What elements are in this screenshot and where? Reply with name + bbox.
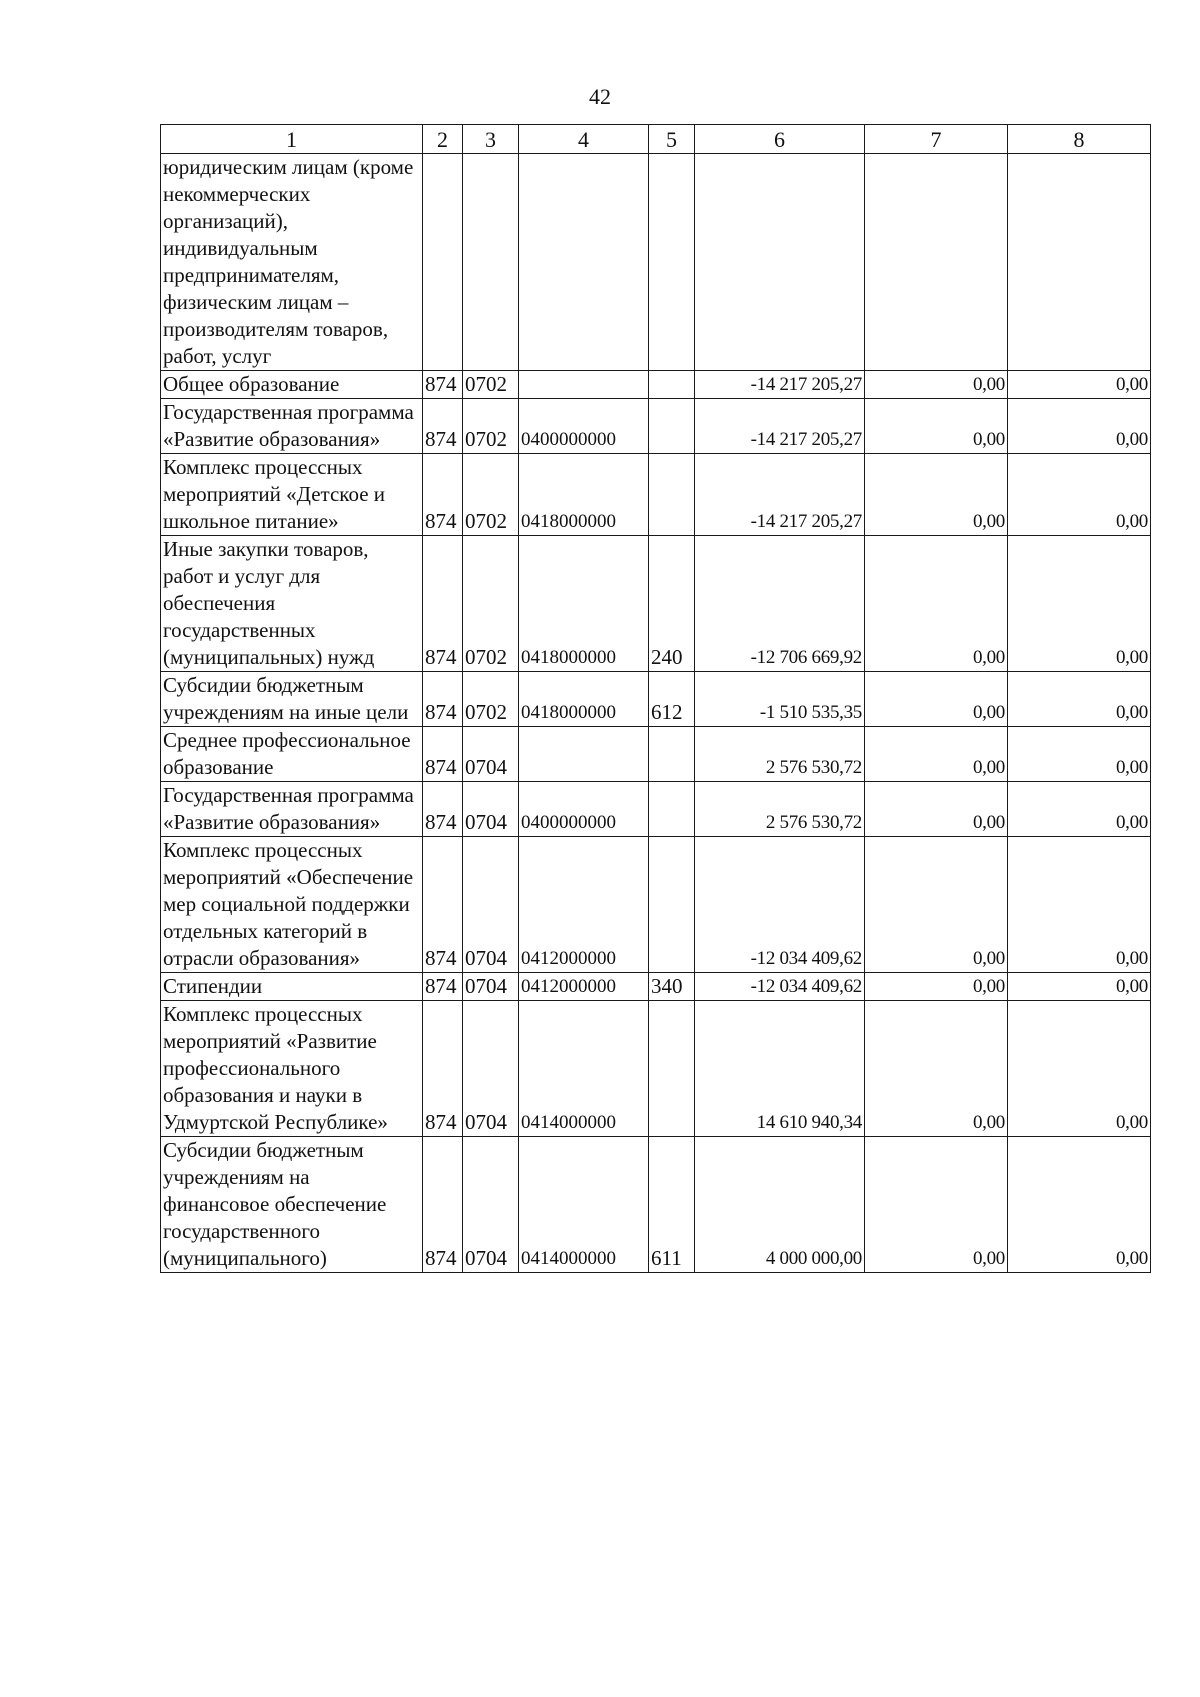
cell-5: 340	[649, 973, 695, 1001]
cell-7: 0,00	[865, 727, 1008, 782]
cell-6: 14 610 940,34	[695, 1001, 865, 1137]
row-name: Общее образование	[161, 371, 423, 399]
cell-3: 0704	[463, 837, 519, 973]
cell-2: 874	[423, 371, 463, 399]
cell-8: 0,00	[1008, 536, 1151, 672]
cell-7: 0,00	[865, 837, 1008, 973]
cell-2: 874	[423, 672, 463, 727]
row-name: Государственная программа «Развитие образования»	[161, 782, 423, 837]
column-header: 6	[695, 125, 865, 154]
cell-5	[649, 399, 695, 454]
row-name: Среднее профессиональное образование	[161, 727, 423, 782]
cell-5	[649, 371, 695, 399]
cell-3: 0704	[463, 1001, 519, 1137]
cell-3: 0702	[463, 371, 519, 399]
cell-2: 874	[423, 399, 463, 454]
cell-2: 874	[423, 1001, 463, 1137]
cell-3: 0704	[463, 1137, 519, 1273]
cell-4	[519, 727, 649, 782]
column-header: 3	[463, 125, 519, 154]
cell-4: 0412000000	[519, 837, 649, 973]
row-name: Субсидии бюджетным учреждениям на иные цели	[161, 672, 423, 727]
cell-8: 0,00	[1008, 672, 1151, 727]
cell-7: 0,00	[865, 536, 1008, 672]
cell-6: 2 576 530,72	[695, 727, 865, 782]
cell-6: -1 510 535,35	[695, 672, 865, 727]
cell-6: -12 706 669,92	[695, 536, 865, 672]
cell-6: -14 217 205,27	[695, 399, 865, 454]
cell-2: 874	[423, 837, 463, 973]
cell-4: 0400000000	[519, 399, 649, 454]
cell-7: 0,00	[865, 371, 1008, 399]
row-name: Государственная программа «Развитие образования»	[161, 399, 423, 454]
cell-8: 0,00	[1008, 371, 1151, 399]
cell-4	[519, 371, 649, 399]
row-name: Иные закупки товаров, работ и услуг для обеспечения государственных (муниципальных) нужд	[161, 536, 423, 672]
cell-8: 0,00	[1008, 782, 1151, 837]
cell-4: 0400000000	[519, 782, 649, 837]
cell-6: -12 034 409,62	[695, 973, 865, 1001]
cell-5	[649, 154, 695, 371]
cell-6: 4 000 000,00	[695, 1137, 865, 1273]
table-row	[161, 399, 1151, 454]
cell-3	[463, 154, 519, 371]
column-header: 7	[865, 125, 1008, 154]
cell-3: 0702	[463, 454, 519, 536]
table-row	[161, 1001, 1151, 1137]
cell-6: -14 217 205,27	[695, 371, 865, 399]
cell-3: 0702	[463, 672, 519, 727]
cell-5	[649, 837, 695, 973]
cell-2: 874	[423, 1137, 463, 1273]
row-name: Комплекс процессных мероприятий «Развитие профессионального образования и науки в Удмуртской Республике»	[161, 1001, 423, 1137]
cell-2: 874	[423, 727, 463, 782]
cell-8: 0,00	[1008, 454, 1151, 536]
table-row	[161, 782, 1151, 837]
cell-3: 0702	[463, 399, 519, 454]
cell-6: 2 576 530,72	[695, 782, 865, 837]
cell-5: 611	[649, 1137, 695, 1273]
page-number: 42	[589, 84, 611, 109]
cell-7: 0,00	[865, 973, 1008, 1001]
cell-7: 0,00	[865, 1137, 1008, 1273]
cell-6	[695, 154, 865, 371]
cell-6: -12 034 409,62	[695, 837, 865, 973]
column-header: 5	[649, 125, 695, 154]
cell-2: 874	[423, 536, 463, 672]
table-row	[161, 973, 1151, 1001]
column-header: 1	[161, 125, 423, 154]
column-header: 4	[519, 125, 649, 154]
cell-4: 0414000000	[519, 1001, 649, 1137]
column-header: 2	[423, 125, 463, 154]
table-row	[161, 1137, 1151, 1273]
cell-4: 0414000000	[519, 1137, 649, 1273]
cell-4: 0412000000	[519, 973, 649, 1001]
cell-7: 0,00	[865, 399, 1008, 454]
cell-8: 0,00	[1008, 973, 1151, 1001]
cell-3: 0704	[463, 973, 519, 1001]
cell-3: 0702	[463, 536, 519, 672]
cell-8: 0,00	[1008, 727, 1151, 782]
cell-2: 874	[423, 454, 463, 536]
cell-5	[649, 727, 695, 782]
table-row	[161, 454, 1151, 536]
cell-7: 0,00	[865, 672, 1008, 727]
table-row	[161, 154, 1151, 371]
cell-6: -14 217 205,27	[695, 454, 865, 536]
cell-8: 0,00	[1008, 399, 1151, 454]
cell-3: 0704	[463, 782, 519, 837]
cell-2	[423, 154, 463, 371]
table-row	[161, 837, 1151, 973]
cell-8: 0,00	[1008, 837, 1151, 973]
cell-8: 0,00	[1008, 1137, 1151, 1273]
table-row	[161, 371, 1151, 399]
cell-7: 0,00	[865, 1001, 1008, 1137]
cell-7	[865, 154, 1008, 371]
cell-5	[649, 454, 695, 536]
cell-3: 0704	[463, 727, 519, 782]
row-name: Комплекс процессных мероприятий «Детское и школьное питание»	[161, 454, 423, 536]
cell-4: 0418000000	[519, 454, 649, 536]
row-name: Комплекс процессных мероприятий «Обеспечение мер социальной поддержки отдельных категорий в отрасли образования»	[161, 837, 423, 973]
cell-5	[649, 782, 695, 837]
budget-table	[160, 124, 1151, 1273]
row-name: юридическим лицам (кроме некоммерческих организаций), индивидуальным предпринимателям, физическим лицам – производителям товаров, работ, услуг	[161, 154, 423, 371]
cell-5: 240	[649, 536, 695, 672]
cell-5: 612	[649, 672, 695, 727]
row-name: Субсидии бюджетным учреждениям на финансовое обеспечение государственного (муниципального)	[161, 1137, 423, 1273]
table-row	[161, 727, 1151, 782]
cell-4	[519, 154, 649, 371]
header-row	[161, 125, 1151, 154]
table-row	[161, 672, 1151, 727]
cell-5	[649, 1001, 695, 1137]
cell-7: 0,00	[865, 454, 1008, 536]
cell-4: 0418000000	[519, 672, 649, 727]
cell-2: 874	[423, 973, 463, 1001]
cell-4: 0418000000	[519, 536, 649, 672]
cell-8	[1008, 154, 1151, 371]
table-row	[161, 536, 1151, 672]
row-name: Стипендии	[161, 973, 423, 1001]
cell-2: 874	[423, 782, 463, 837]
cell-8: 0,00	[1008, 1001, 1151, 1137]
cell-7: 0,00	[865, 782, 1008, 837]
column-header: 8	[1008, 125, 1151, 154]
